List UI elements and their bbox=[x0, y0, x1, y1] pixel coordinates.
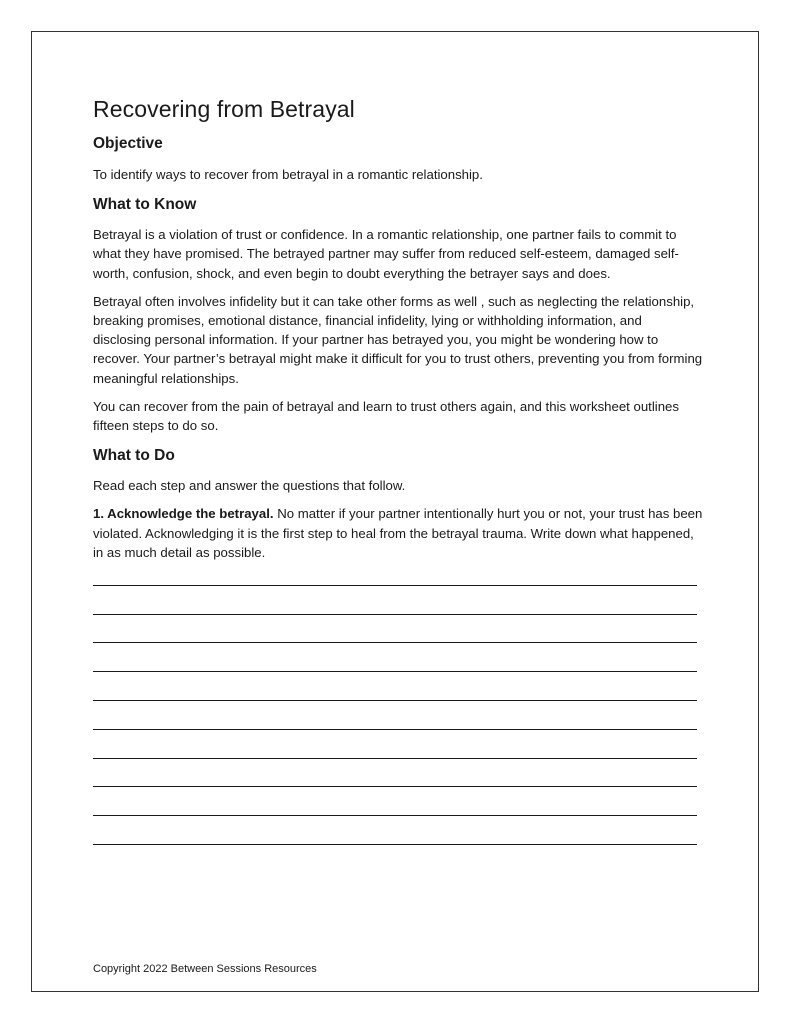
answer-line[interactable] bbox=[93, 736, 703, 765]
answer-line[interactable] bbox=[93, 621, 703, 650]
step-1-title: 1. Acknowledge the betrayal. bbox=[93, 506, 274, 522]
step-1-paragraph bbox=[93, 504, 703, 562]
answer-line[interactable] bbox=[93, 592, 703, 621]
what-to-know-heading: What to Know bbox=[93, 196, 197, 214]
objective-text: To identify ways to recover from betrayal in a romantic relationship. bbox=[93, 167, 483, 182]
document-body bbox=[93, 92, 703, 851]
copyright-footer: Copyright 2022 Between Sessions Resources bbox=[93, 963, 317, 975]
answer-line[interactable] bbox=[93, 707, 703, 736]
what-to-know-paragraph-3: You can recover from the pain of betrayal and learn to trust others again, and this worksheet outlines fifteen steps to do so. bbox=[93, 398, 679, 434]
step-1-text: No matter if your partner intentionally hurt you or not, your trust has been violated. Acknowledging it is the first step to heal from the betrayal trauma. Write down what happened, in as much detail as possible. bbox=[93, 506, 703, 560]
page-title: Recovering from Betrayal bbox=[93, 96, 355, 122]
answer-line[interactable] bbox=[93, 822, 703, 851]
answer-line[interactable] bbox=[93, 563, 703, 592]
objective-heading: Objective bbox=[93, 135, 163, 152]
answer-line[interactable] bbox=[93, 678, 703, 707]
what-to-do-heading: What to Do bbox=[93, 447, 175, 465]
what-to-know-paragraph-2: Betrayal often involves infidelity but it can take other forms as well , such as neglecting the relationship, breaking promises, emotional distance, financial infidelity, lying or withholding information, and disclosing personal information. If your partner has betrayed you, you might be wondering how to recover. Your partner’s betrayal might make it difficult for you to trust others, preventing you from forming meaningful relationships. bbox=[93, 293, 703, 386]
answer-line[interactable] bbox=[93, 765, 703, 794]
what-to-know-paragraph-1: Betrayal is a violation of trust or confidence. In a romantic relationship, one partner fails to commit to what they have promised. The betrayed partner may suffer from reduced self-esteem, damaged self-worth, confusion, shock, and even begin to doubt everything the betrayer says and does. bbox=[93, 227, 679, 281]
answer-line[interactable] bbox=[93, 649, 703, 678]
answer-line[interactable] bbox=[93, 793, 703, 822]
what-to-do-intro: Read each step and answer the questions that follow. bbox=[93, 478, 406, 494]
answer-lines bbox=[93, 563, 703, 851]
